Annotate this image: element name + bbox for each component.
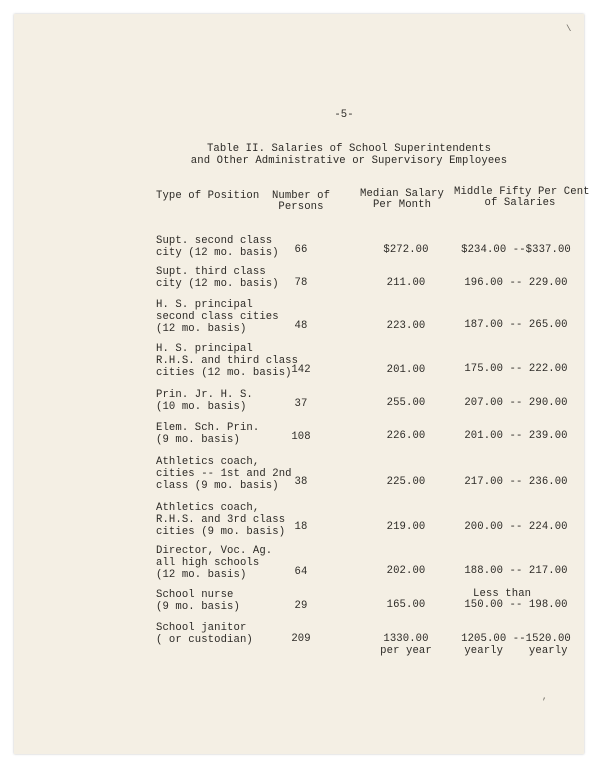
table-row-11-type-line-2: ( or custodian) [156, 634, 253, 646]
table-row-6-median: 226.00 [386, 430, 426, 442]
table-row-2-middle: 196.00 -- 229.00 [464, 277, 568, 289]
table-row-7-type-line-1: Athletics coach, [156, 456, 260, 468]
table-row-8-type-line-2: R.H.S. and 3rd class [156, 514, 286, 526]
table-row-11-median-line-1: 1330.00 [383, 633, 429, 645]
table-row-4-type-line-1: H. S. principal [156, 343, 253, 355]
table-row-4-type-line-3: cities (12 mo. basis) [156, 367, 292, 379]
table-title-line-2: and Other Administrative or Supervisory Employees [190, 155, 508, 167]
table-row-7-middle: 217.00 -- 236.00 [464, 476, 568, 488]
table-row-1-median: $272.00 [383, 244, 429, 256]
table-row-9-middle: 188.00 -- 217.00 [464, 565, 568, 577]
table-row-11-type-line-1: School janitor [156, 622, 247, 634]
header-median-line-1: Median Salary [360, 188, 444, 200]
header-number-line-1: Number of [271, 190, 331, 202]
table-row-3-median: 223.00 [386, 320, 426, 332]
header-median-line-2: Per Month [372, 199, 432, 211]
table-row-10-median: 165.00 [386, 599, 426, 611]
table-row-5-number: 37 [294, 398, 308, 410]
table-row-8-type-line-3: cities (9 mo. basis) [156, 526, 286, 538]
table-row-10-middle-line-1: Less than [473, 588, 532, 600]
table-row-2-type-line-2: city (12 mo. basis) [156, 278, 279, 290]
table-row-3-type-line-1: H. S. principal [156, 299, 253, 311]
table-row-6-type-line-2: (9 mo. basis) [156, 434, 240, 446]
table-row-6-middle: 201.00 -- 239.00 [464, 430, 568, 442]
table-row-1-type-line-1: Supt. second class [156, 235, 273, 247]
table-row-4-number: 142 [291, 364, 311, 376]
table-row-11-middle-line-2: yearly yearly [464, 645, 568, 657]
table-row-9-median: 202.00 [386, 565, 426, 577]
table-row-1-type-line-2: city (12 mo. basis) [156, 247, 279, 259]
table-row-11-median-line-2: per year [380, 645, 432, 657]
table-row-4-middle: 175.00 -- 222.00 [464, 363, 568, 375]
header-type-of-position: Type of Position [156, 190, 260, 202]
table-row-1-middle: $234.00 --$337.00 [461, 244, 571, 256]
paper-speck: , [542, 692, 548, 702]
table-row-7-type-line-3: class (9 mo. basis) [156, 480, 279, 492]
table-row-3-type-line-2: second class cities [156, 311, 279, 323]
table-row-10-middle-line-2: 150.00 -- 198.00 [464, 599, 568, 611]
table-row-3-type-line-3: (12 mo. basis) [156, 323, 247, 335]
table-row-8-type-line-1: Athletics coach, [156, 502, 260, 514]
table-row-9-number: 64 [294, 566, 308, 578]
table-row-8-median: 219.00 [386, 521, 426, 533]
table-row-8-middle: 200.00 -- 224.00 [464, 521, 568, 533]
header-middle-fifty-line-1: Middle Fifty Per Cent [454, 186, 590, 198]
table-row-1-number: 66 [294, 244, 308, 256]
table-row-4-median: 201.00 [386, 364, 426, 376]
table-row-9-type-line-1: Director, Voc. Ag. [156, 545, 273, 557]
table-row-10-type-line-1: School nurse [156, 589, 234, 601]
table-row-8-number: 18 [294, 521, 308, 533]
table-row-5-median: 255.00 [386, 397, 426, 409]
table-row-2-type-line-1: Supt. third class [156, 266, 266, 278]
table-row-11-middle-line-1: 1205.00 --1520.00 [461, 633, 571, 645]
table-row-11-number: 209 [291, 633, 311, 645]
table-row-9-type-line-3: (12 mo. basis) [156, 569, 247, 581]
table-row-5-middle: 207.00 -- 290.00 [464, 397, 568, 409]
table-row-7-type-line-2: cities -- 1st and 2nd [156, 468, 292, 480]
document-page [14, 14, 590, 754]
table-row-5-type-line-1: Prin. Jr. H. S. [156, 389, 253, 401]
table-row-7-median: 225.00 [386, 476, 426, 488]
table-row-3-number: 48 [294, 320, 308, 332]
table-row-10-number: 29 [294, 600, 308, 612]
table-title-line-1: Table II. Salaries of School Superintendents [206, 143, 492, 155]
table-row-6-type-line-1: Elem. Sch. Prin. [156, 422, 260, 434]
page-number: -5- [334, 109, 354, 121]
table-row-5-type-line-2: (10 mo. basis) [156, 401, 247, 413]
header-middle-fifty-line-2: of Salaries [484, 197, 556, 209]
table-row-10-type-line-2: (9 mo. basis) [156, 601, 240, 613]
header-number-line-2: Persons [278, 201, 324, 213]
table-row-2-number: 78 [294, 277, 308, 289]
table-row-4-type-line-2: R.H.S. and third class [156, 355, 299, 367]
table-row-9-type-line-2: all high schools [156, 557, 260, 569]
paper-speck: \ [566, 24, 572, 34]
table-row-6-number: 108 [291, 431, 311, 443]
table-row-3-middle: 187.00 -- 265.00 [464, 319, 568, 331]
table-row-2-median: 211.00 [386, 277, 426, 289]
table-row-7-number: 38 [294, 476, 308, 488]
